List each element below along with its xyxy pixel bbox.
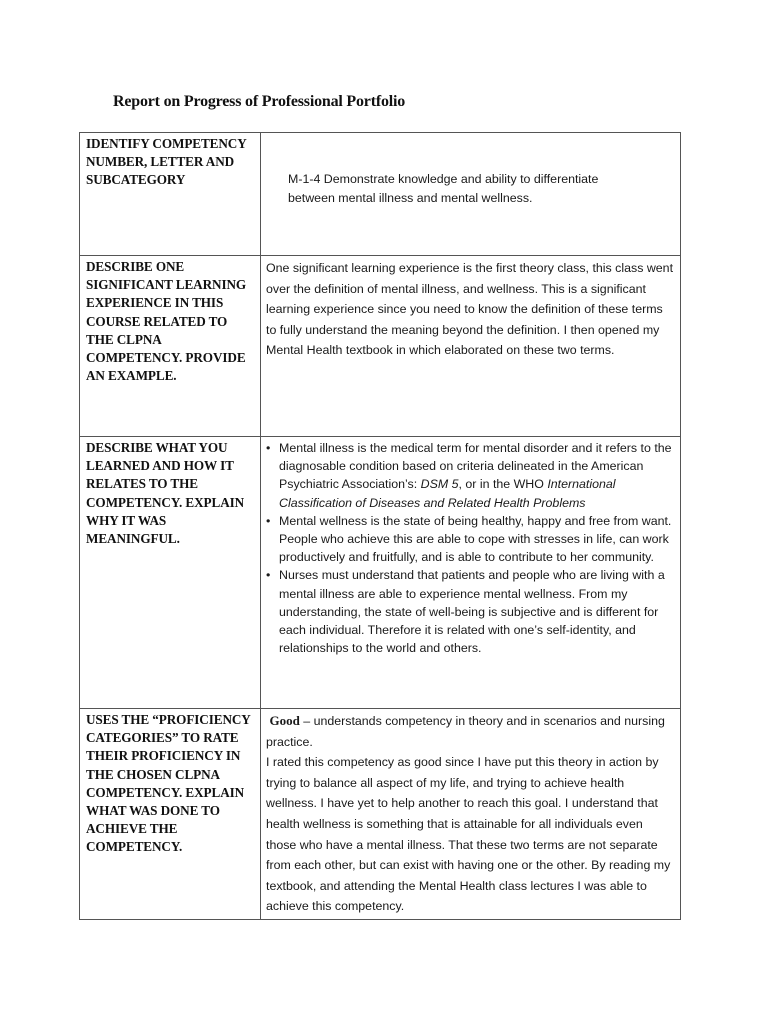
table-row: [80, 437, 681, 709]
row-label: DESCRIBE WHAT YOU LEARNED AND HOW IT RELATES TO THE COMPETENCY. EXPLAIN WHY IT WAS MEANINGFUL.: [80, 437, 261, 709]
row-label: USES THE “PROFICIENCY CATEGORIES” TO RATE THEIR PROFICIENCY IN THE CHOSEN CLPNA COMPETENCY. EXPLAIN WHAT WAS DONE TO ACHIEVE THE COMPETENCY.: [80, 709, 261, 920]
portfolio-table: [79, 132, 681, 920]
rating-line: [266, 711, 676, 752]
competency-text: M-1-4 Demonstrate knowledge and ability to differentiate between mental illness and mental wellness.: [288, 172, 599, 205]
row-value: [261, 709, 681, 920]
bullet-icon: •: [266, 568, 271, 583]
rating-description: – understands competency in theory and in scenarios and nursing practice.: [266, 714, 665, 749]
bullet-text: , or in the WHO: [458, 477, 548, 492]
bullet-text: Mental illness is the medical term for mental disorder and it refers to the diagnosable condition based on criteria delineated in the American Psychiatric Association’s:: [279, 441, 672, 492]
list-item: [266, 566, 676, 657]
table-row: [80, 709, 681, 920]
rating-explanation: I rated this competency as good since I have put this theory in action by trying to balance all aspect of my life, and trying to achieve health wellness. I have yet to help another to reach this goal. I understand that health wellness is something that is attainable for all individuals even those who have a mental illness. That these two terms are not separate from each other, but can exist with having one or the other. By reading my textbook, and attending the Mental Health class lectures I was able to achieve this competency.: [266, 755, 671, 914]
dsm-title: DSM 5: [420, 477, 459, 492]
table-row: [80, 256, 681, 437]
list-item: [266, 439, 676, 512]
row-label: IDENTIFY COMPETENCY NUMBER, LETTER AND SUBCATEGORY: [80, 133, 261, 256]
bullet-text: Mental wellness is the state of being healthy, happy and free from want. People who achieve this are able to cope with stresses in life, can work productively and fruitfully, and is able to contribute to her community.: [279, 513, 672, 565]
bullet-icon: •: [266, 441, 271, 455]
row-label: DESCRIBE ONE SIGNIFICANT LEARNING EXPERIENCE IN THIS COURSE RELATED TO THE CLPNA COMPETENCY. PROVIDE AN EXAMPLE.: [80, 256, 261, 437]
bullet-icon: •: [266, 513, 271, 528]
row-value: [261, 437, 681, 709]
learning-experience-text: One significant learning experience is the first theory class, this class went over the definition of mental illness, and wellness. This is a significant learning experience since you need to know the definition of these terms to fully understand the meaning beyond the definition. I then opened my Mental Health textbook in which elaborated on these two terms.: [261, 256, 681, 437]
row-value: [261, 133, 681, 256]
table-row: [80, 133, 681, 256]
icd-title: International Classification of Diseases and Related Health Problems: [279, 477, 616, 510]
list-item: [266, 512, 676, 567]
bullet-list: [266, 439, 676, 657]
rating-term: Good: [269, 713, 300, 728]
bullet-text: Nurses must understand that patients and people who are living with a mental illness are able to experience mental wellness. From my understanding, the state of well-being is subjective and is different for each individual. Therefore it is related with one’s self-identity, and relationships to the world and others.: [279, 568, 665, 656]
page-title: Report on Progress of Professional Portfolio: [113, 93, 406, 110]
